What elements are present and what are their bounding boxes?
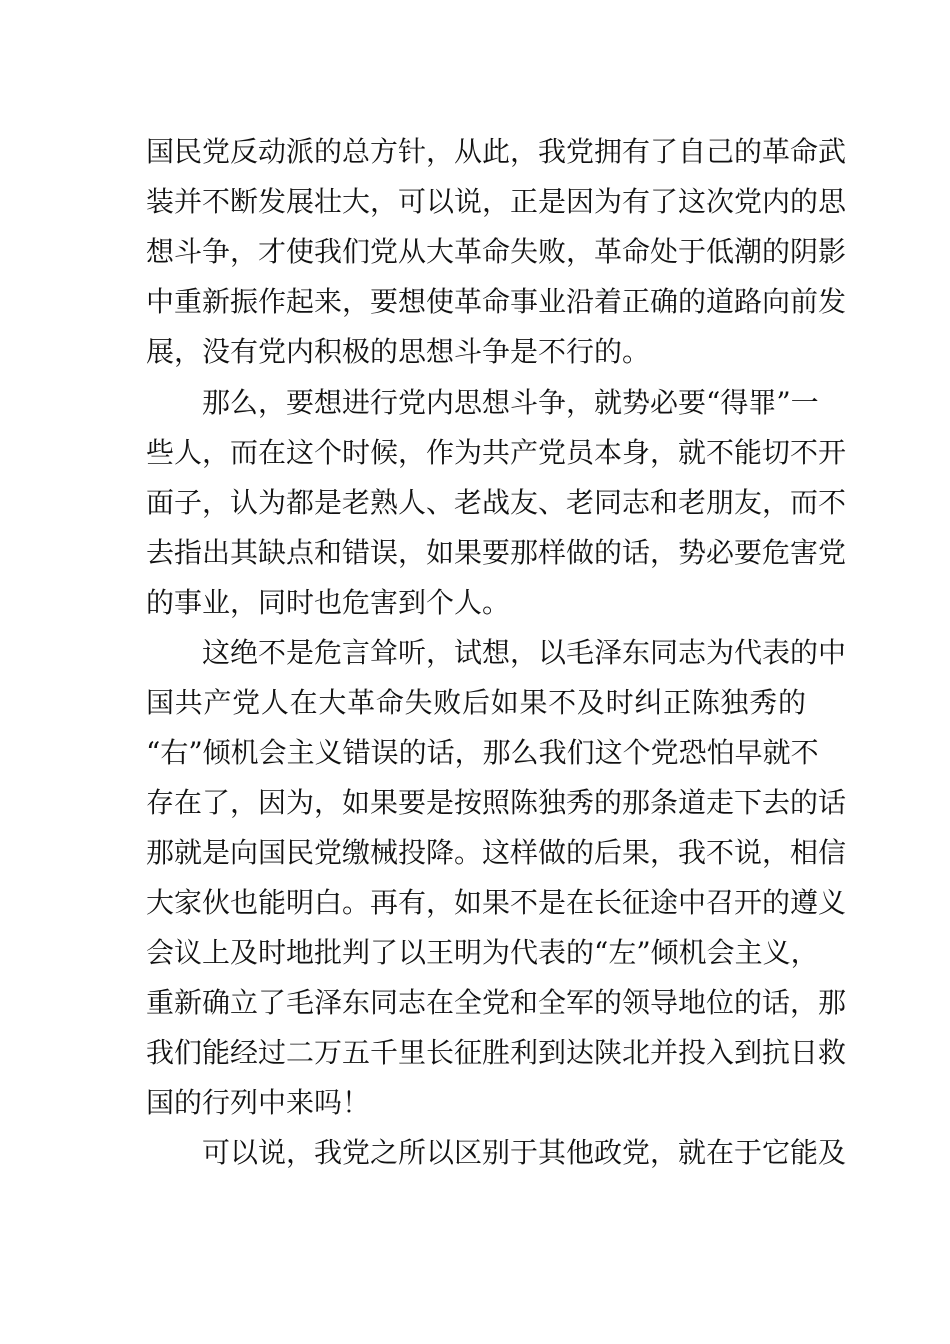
text-line: 国的行列中来吗！ — [146, 1086, 371, 1119]
paragraph-first-line: 这绝不是危言耸听，试想，以毛泽东同志为代表的中 — [202, 636, 847, 669]
text-line: 存在了，因为，如果要是按照陈独秀的那条道走下去的话 — [146, 786, 847, 819]
text-line: 展，没有党内积极的思想斗争是不行的。 — [146, 335, 651, 368]
paragraph-first-line: 那么，要想进行党内思想斗争，就势必要“得罪”一 — [202, 386, 819, 419]
text-line: 想斗争，才使我们党从大革命失败，革命处于低潮的阴影 — [146, 235, 847, 268]
text-line: 去指出其缺点和错误，如果要那样做的话，势必要危害党 — [146, 536, 847, 569]
text-line: 会议上及时地批判了以王明为代表的“左”倾机会主义， — [146, 936, 819, 969]
text-line: 的事业，同时也危害到个人。 — [146, 586, 511, 619]
paragraph-first-line: 可以说，我党之所以区别于其他政党，就在于它能及 — [202, 1136, 847, 1169]
text-line: “右”倾机会主义错误的话，那么我们这个党恐怕早就不 — [146, 736, 819, 769]
text-line: 国共产党人在大革命失败后如果不及时纠正陈独秀的 — [146, 686, 806, 719]
text-line: 国民党反动派的总方针，从此，我党拥有了自己的革命武 — [146, 135, 847, 168]
text-line: 面子，认为都是老熟人、老战友、老同志和老朋友，而不 — [146, 486, 847, 519]
text-line: 中重新振作起来，要想使革命事业沿着正确的道路向前发 — [146, 285, 847, 318]
text-line: 大家伙也能明白。再有，如果不是在长征途中召开的遵义 — [146, 886, 847, 919]
text-line: 装并不断发展壮大，可以说，正是因为有了这次党内的思 — [146, 185, 847, 218]
text-line: 重新确立了毛泽东同志在全党和全军的领导地位的话，那 — [146, 986, 847, 1019]
text-line: 些人，而在这个时候，作为共产党员本身，就不能切不开 — [146, 436, 847, 469]
text-line: 那就是向国民党缴械投降。这样做的后果，我不说，相信 — [146, 836, 847, 869]
text-line: 我们能经过二万五千里长征胜利到达陕北并投入到抗日救 — [146, 1036, 847, 1069]
